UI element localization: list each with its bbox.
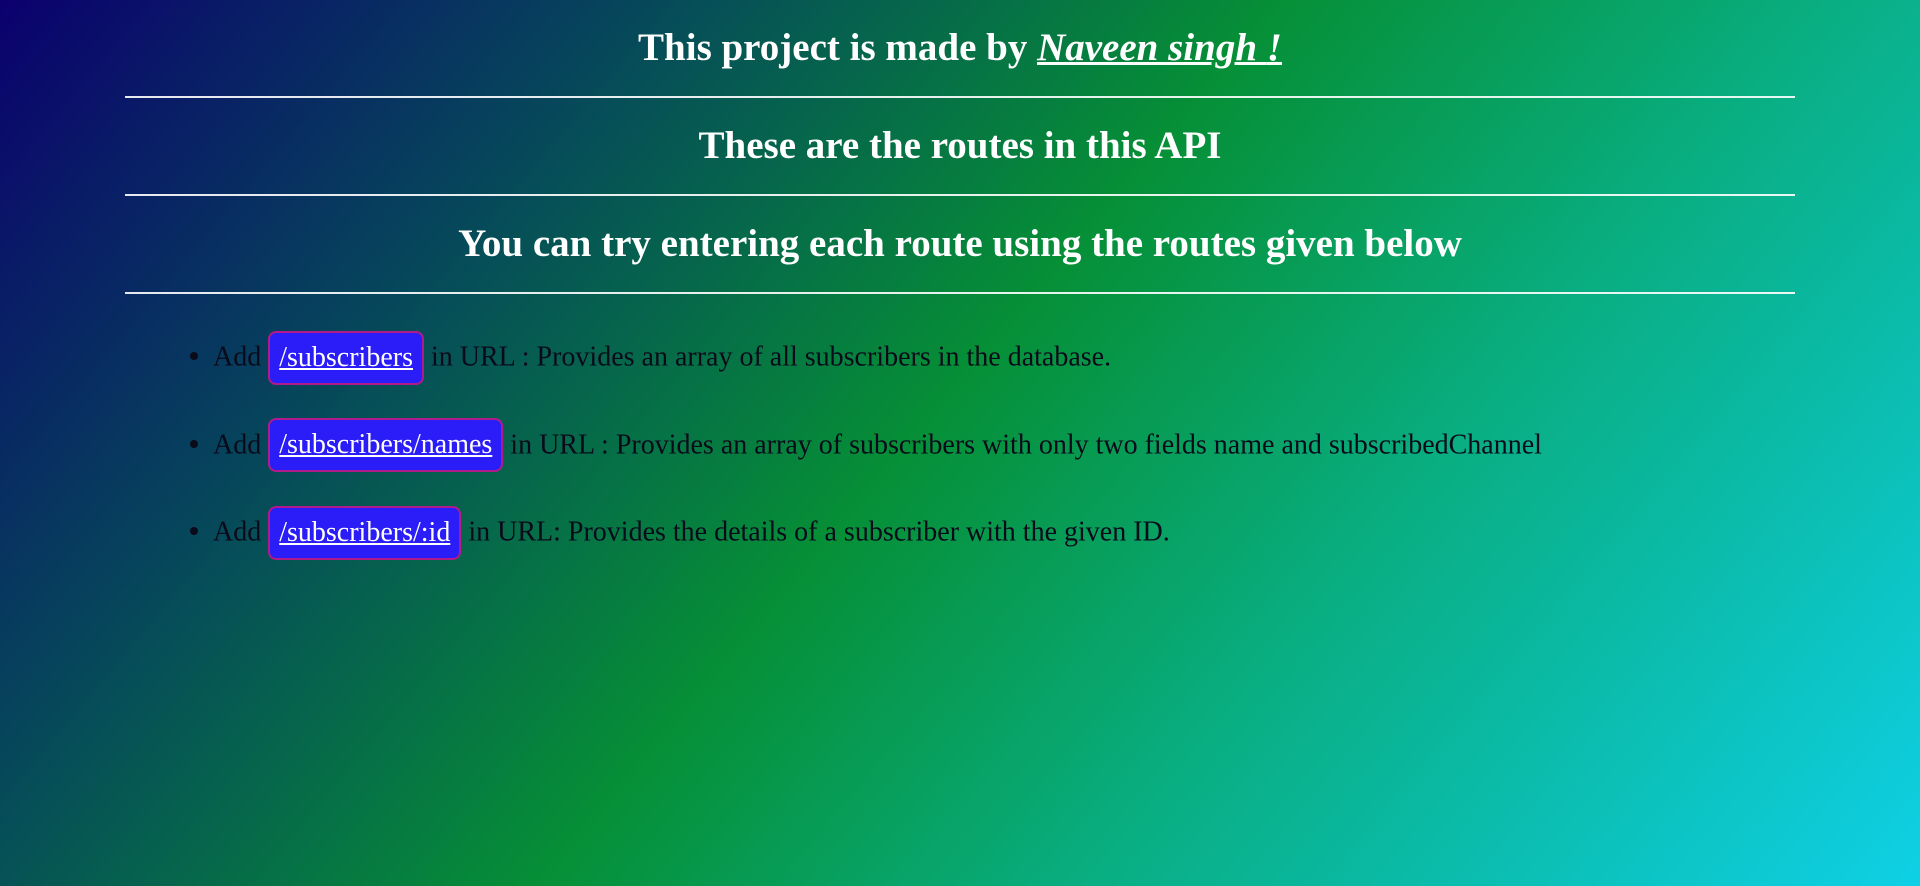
author-heading	[125, 0, 1795, 96]
author-exclaim[interactable]: !	[1266, 26, 1282, 69]
route-description: in URL : Provides an array of all subscribers in the database.	[431, 341, 1112, 373]
author-heading-prefix: This project is made by	[638, 26, 1038, 69]
route-item-subscribers	[213, 328, 1795, 386]
route-description: in URL: Provides the details of a subscriber with the given ID.	[468, 516, 1170, 548]
instructions-heading: You can try entering each route using the routes given below	[458, 222, 1462, 265]
divider-1	[125, 96, 1795, 98]
divider-2	[125, 194, 1795, 196]
page-container	[125, 0, 1795, 561]
route-item-subscribers-id	[213, 503, 1795, 561]
route-description: in URL : Provides an array of subscribers with only two fields name and subscribedChannel	[510, 429, 1542, 461]
author-link[interactable]	[1037, 26, 1282, 69]
routes-heading: These are the routes in this API	[698, 124, 1222, 167]
divider-3	[125, 292, 1795, 294]
author-name[interactable]: Naveen singh	[1037, 26, 1267, 69]
route-link-subscribers-names[interactable]: /subscribers/names	[268, 418, 503, 472]
route-link-subscribers[interactable]: /subscribers	[268, 331, 424, 385]
route-prefix: Add	[213, 429, 262, 461]
route-prefix: Add	[213, 516, 262, 548]
routes-list	[125, 294, 1795, 561]
route-link-subscribers-id[interactable]: /subscribers/:id	[268, 506, 461, 560]
route-item-subscribers-names	[213, 416, 1795, 474]
route-prefix: Add	[213, 341, 262, 373]
